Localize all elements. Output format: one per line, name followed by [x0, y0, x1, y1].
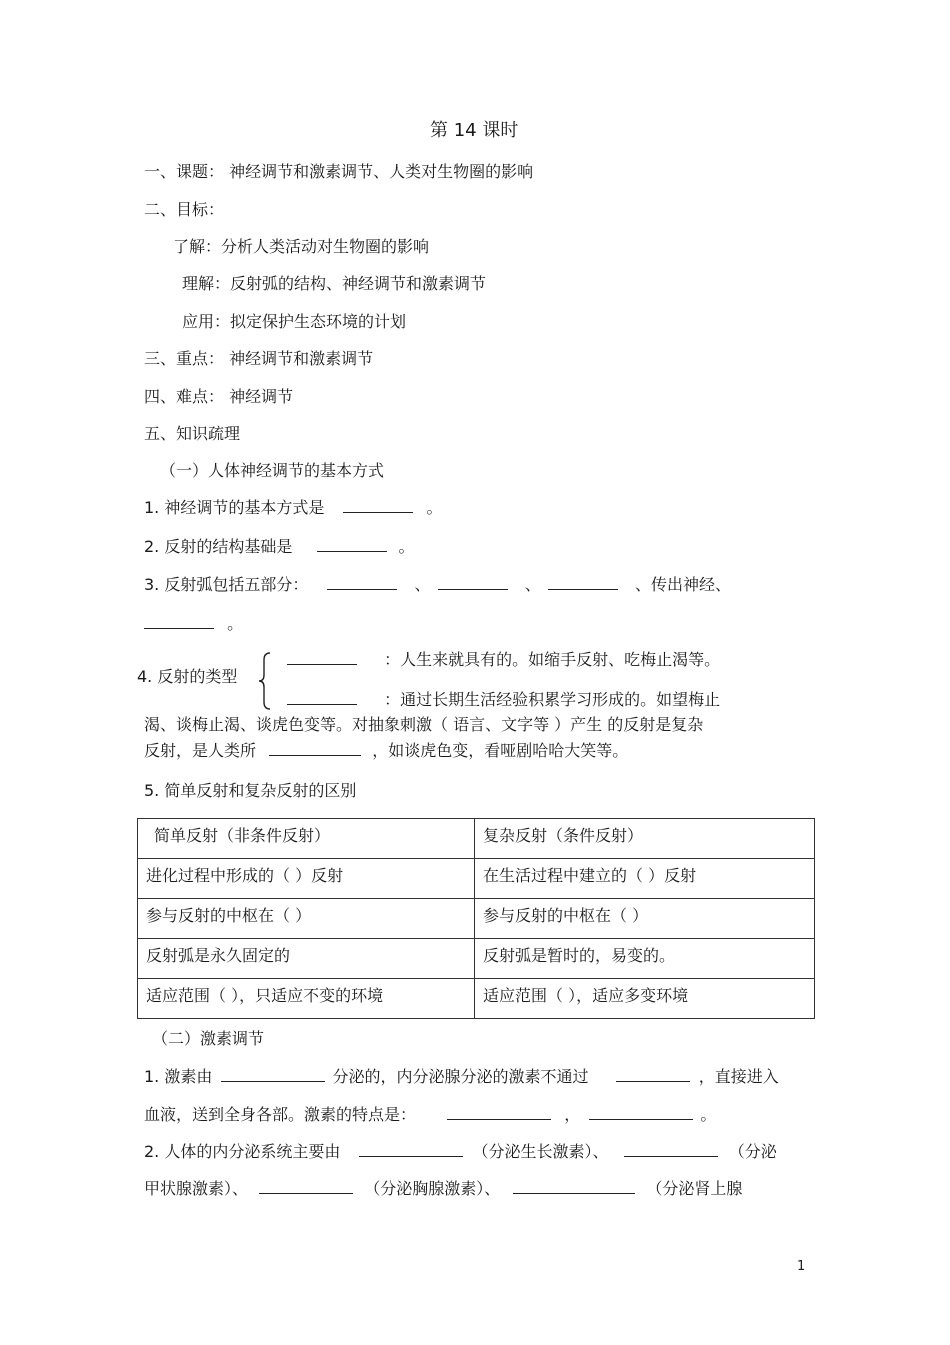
- answer-blank[interactable]: [624, 1142, 718, 1157]
- table-header-cell: 复杂反射（条件反射）: [475, 819, 815, 859]
- question-2: [144, 537, 415, 557]
- answer-blank[interactable]: [438, 575, 508, 590]
- reflex-type-simple-desc: ：人生来就具有的。如缩手反射、吃梅止渴等。: [384, 650, 721, 669]
- hormone-q2-mid1: （分泌生长激素）、: [472, 1142, 609, 1161]
- hormone-question-2-continued: [144, 1179, 742, 1199]
- question-3-end: 。: [227, 614, 244, 633]
- question-1: [144, 498, 443, 518]
- table-cell: 适应范围（ ），适应多变环境: [475, 979, 815, 1019]
- separator: ，: [564, 1105, 581, 1124]
- topic-line: 一、课题： 神经调节和激素调节、人类对生物圈的影响: [144, 162, 534, 181]
- question-3-tail: 、传出神经、: [634, 575, 731, 594]
- objectives-heading: 二、目标：: [144, 200, 225, 219]
- answer-blank[interactable]: [144, 614, 214, 629]
- section-one-heading: （一）人体神经调节的基本方式: [160, 461, 385, 480]
- answer-blank[interactable]: [327, 575, 397, 590]
- question-4-line-4-text: 反射，是人类所: [144, 741, 257, 760]
- table-row: [138, 899, 815, 939]
- table-cell: 参与反射的中枢在（ ）: [138, 899, 475, 939]
- question-4-line-3: 渴、谈梅止渴、谈虎色变等。对抽象刺激（ 语言、文字等 ）产生 的反射是复杂: [144, 715, 704, 734]
- separator: 、: [524, 575, 541, 594]
- reflex-type-simple: [287, 650, 720, 670]
- question-3: [144, 575, 731, 595]
- hormone-q1-end: 。: [700, 1105, 717, 1124]
- hormone-question-1-continued: [144, 1105, 716, 1125]
- question-4-line-4: [144, 741, 628, 761]
- table-cell: 反射弧是暂时的，易变的。: [475, 939, 815, 979]
- question-4-label: 4. 反射的类型: [137, 667, 238, 686]
- question-3-continued: [144, 614, 243, 634]
- key-point-line: 三、重点： 神经调节和激素调节: [144, 349, 374, 368]
- hormone-q1-line2: 血液，送到全身各部。激素的特点是：: [144, 1105, 417, 1124]
- table-cell: 在生活过程中建立的（ ）反射: [475, 859, 815, 899]
- table-cell: 进化过程中形成的（ ）反射: [138, 859, 475, 899]
- question-2-text: 2. 反射的结构基础是: [144, 537, 293, 556]
- section-two-heading: （二）激素调节: [152, 1029, 265, 1048]
- page-title: 第 14 课时: [430, 120, 519, 141]
- answer-blank[interactable]: [343, 498, 413, 513]
- hormone-q2-tail: （分泌肾上腺: [646, 1179, 743, 1198]
- table-header-cell: 简单反射（非条件反射）: [138, 819, 475, 859]
- answer-blank[interactable]: [221, 1067, 325, 1082]
- question-5: 5. 简单反射和复杂反射的区别: [144, 781, 357, 800]
- question-3-text: 3. 反射弧包括五部分：: [144, 575, 309, 594]
- table-cell: 适应范围（ ），只适应不变的环境: [138, 979, 475, 1019]
- answer-blank[interactable]: [513, 1179, 635, 1194]
- table-row: [138, 979, 815, 1019]
- answer-blank[interactable]: [589, 1105, 693, 1120]
- reflex-type-complex: [287, 690, 720, 710]
- answer-blank[interactable]: [259, 1179, 353, 1194]
- table-cell: 参与反射的中枢在（ ）: [475, 899, 815, 939]
- table-cell: 反射弧是永久固定的: [138, 939, 475, 979]
- hormone-q1-tail: ，直接进入: [698, 1067, 779, 1086]
- question-1-text: 1. 神经调节的基本方式是: [144, 498, 325, 517]
- answer-blank[interactable]: [447, 1105, 551, 1120]
- hormone-q2-mid2: （分泌: [728, 1142, 777, 1161]
- hormone-question-1: [144, 1067, 779, 1087]
- hormone-q1-mid: 分泌的，内分泌腺分泌的激素不通过: [332, 1067, 589, 1086]
- hormone-q2-text: 2. 人体的内分泌系统主要由: [144, 1142, 341, 1161]
- hormone-q1-text: 1. 激素由: [144, 1067, 213, 1086]
- reflex-type-complex-desc: ：通过长期生活经验积累学习形成的。如望梅止: [384, 690, 721, 709]
- table-row: [138, 819, 815, 859]
- answer-blank[interactable]: [548, 575, 618, 590]
- reflex-comparison-table: [137, 818, 815, 1019]
- question-2-end: 。: [398, 537, 415, 556]
- hormone-q2-line2: 甲状腺激素）、: [144, 1179, 249, 1198]
- objective-apply: 应用：拟定保护生态环境的计划: [182, 312, 407, 331]
- objective-understand: 了解：分析人类活动对生物圈的影响: [173, 237, 430, 256]
- knowledge-heading: 五、知识疏理: [144, 424, 241, 443]
- difficulty-line: 四、难点： 神经调节: [144, 387, 294, 406]
- brace-icon: [258, 652, 272, 710]
- answer-blank[interactable]: [616, 1067, 690, 1082]
- answer-blank[interactable]: [317, 537, 387, 552]
- answer-blank[interactable]: [359, 1142, 463, 1157]
- answer-blank[interactable]: [287, 650, 357, 665]
- separator: 、: [414, 575, 431, 594]
- answer-blank[interactable]: [269, 741, 361, 756]
- page-number: 1: [797, 1259, 806, 1274]
- hormone-question-2: [144, 1142, 777, 1162]
- question-1-end: 。: [426, 498, 443, 517]
- hormone-q2-mid3: （分泌胸腺激素）、: [364, 1179, 501, 1198]
- objective-comprehend: 理解：反射弧的结构、神经调节和激素调节: [182, 274, 487, 293]
- table-row: [138, 939, 815, 979]
- question-4-line-4-end: ，如谈虎色变，看哑剧哈哈大笑等。: [372, 741, 629, 760]
- table-row: [138, 859, 815, 899]
- answer-blank[interactable]: [287, 690, 357, 705]
